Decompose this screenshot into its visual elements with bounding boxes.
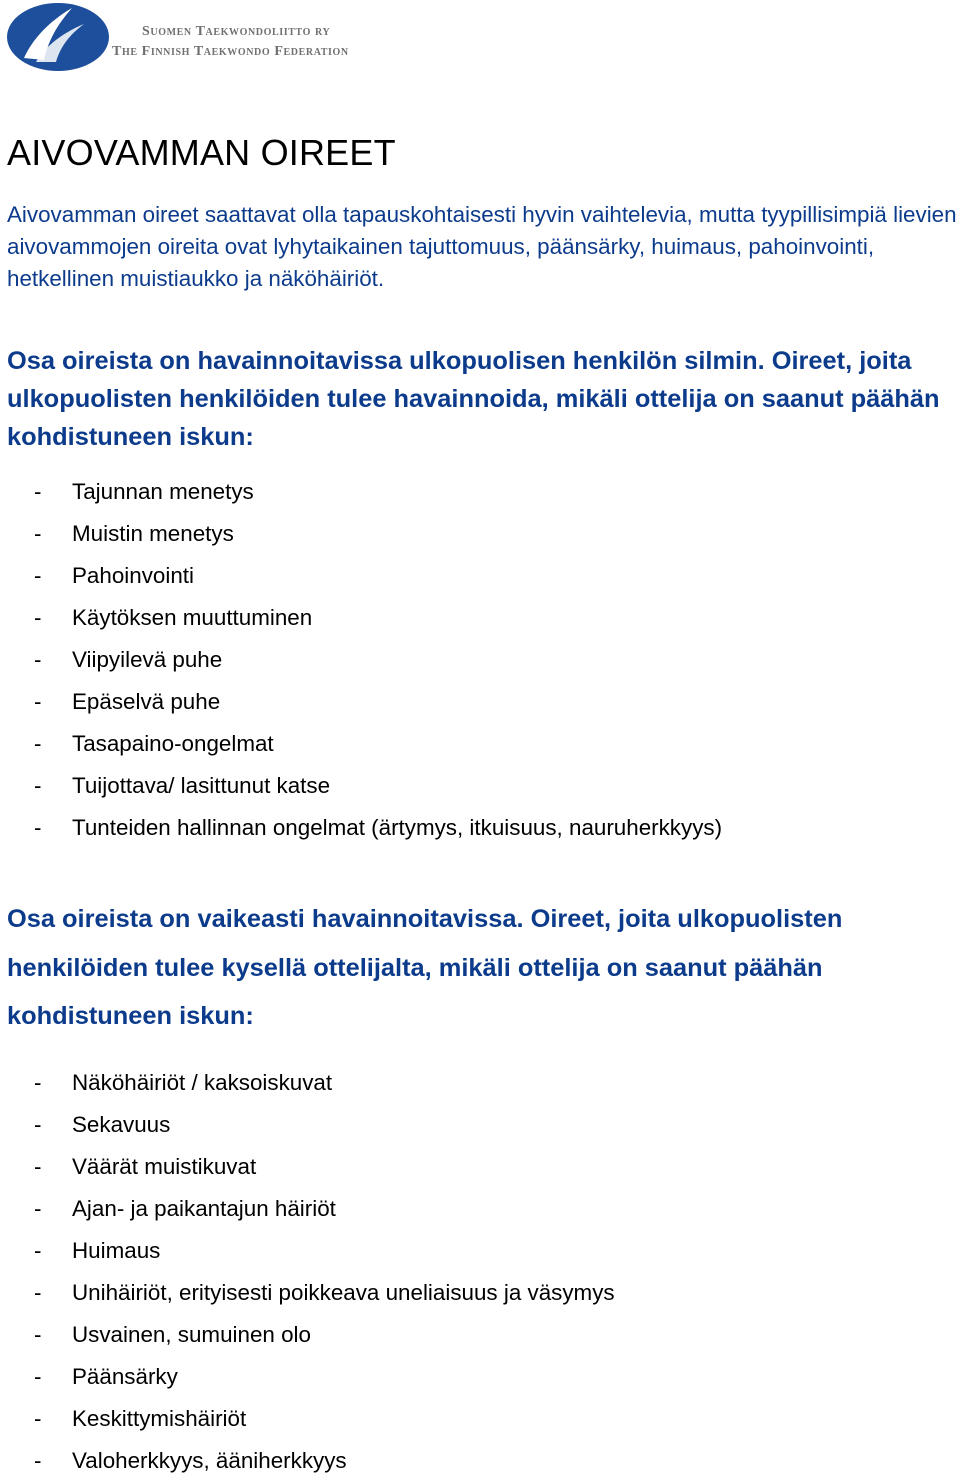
section2-heading: Osa oireista on vaikeasti havainnoitavissa. Oireet, joita ulkopuolisten henkilöiden tulee kysellä ottelijalta, mikäli ottelija on saanut päähän kohdistuneen iskun: (7, 905, 843, 1030)
list-item-text: Muistin menetys (72, 521, 234, 546)
document-title: AIVOVAMMAN OIREET (7, 132, 396, 173)
list-bullet: - (34, 1448, 42, 1473)
list-bullet: - (34, 773, 42, 798)
list-item-text: Näköhäiriöt / kaksoiskuvat (72, 1070, 333, 1095)
list-item-text: Väärät muistikuvat (72, 1154, 257, 1179)
swoosh-logo-icon (6, 2, 110, 72)
list-item-text: Ajan- ja paikantajun häiriöt (72, 1196, 336, 1221)
list-item-text: Päänsärky (72, 1364, 178, 1389)
list-bullet: - (34, 1154, 42, 1179)
list-item-text: Tasapaino-ongelmat (72, 731, 274, 756)
list-item-text: Valoherkkyys, ääniherkkyys (72, 1448, 347, 1473)
list-bullet: - (34, 1280, 42, 1305)
federation-name-fi: Suomen Taekwondoliitto ry (142, 24, 331, 39)
list-bullet: - (34, 1364, 42, 1389)
federation-name-en: The Finnish Taekwondo Federation (112, 44, 349, 59)
list-bullet: - (34, 1070, 42, 1095)
list-item-text: Keskittymishäiriöt (72, 1406, 247, 1431)
intro-paragraph: Aivovamman oireet saattavat olla tapauskohtaisesti hyvin vaihtelevia, mutta tyypillisimpiä lievien aivovammojen oireita ovat lyhytaikainen tajuttomuus, päänsärky, huimaus, pahoinvointi, hetkellinen muistiaukko ja näköhäiriöt. (7, 202, 957, 291)
list-item-text: Käytöksen muuttuminen (72, 605, 313, 630)
list-item-text: Tunteiden hallinnan ongelmat (ärtymys, itkuisuus, nauruherkkyys) (72, 815, 723, 840)
list-bullet: - (34, 605, 42, 630)
list-item-text: Pahoinvointi (72, 563, 194, 588)
list-item-text: Epäselvä puhe (72, 689, 221, 714)
list-bullet: - (34, 1322, 42, 1347)
list-bullet: - (34, 1406, 42, 1431)
list-bullet: - (34, 479, 42, 504)
section1-heading: Osa oireista on havainnoitavissa ulkopuolisen henkilön silmin. Oireet, joita ulkopuolisten henkilöiden tulee havainnoida, mikäli ottelija on saanut päähän kohdistuneen iskun: (7, 347, 940, 451)
list-bullet: - (34, 815, 42, 840)
list-bullet: - (34, 647, 42, 672)
list-item-text: Huimaus (72, 1238, 161, 1263)
page-header (6, 2, 386, 74)
list-bullet: - (34, 1196, 42, 1221)
list-item-text: Sekavuus (72, 1112, 171, 1137)
list-bullet: - (34, 1112, 42, 1137)
list-bullet: - (34, 1238, 42, 1263)
list-bullet: - (34, 563, 42, 588)
list-item-text: Unihäiriöt, erityisesti poikkeava uneliaisuus ja väsymys (72, 1280, 615, 1305)
list-item-text: Tuijottava/ lasittunut katse (72, 773, 331, 798)
list-item-text: Viipyilevä puhe (72, 647, 223, 672)
list-item-text: Usvainen, sumuinen olo (72, 1322, 311, 1347)
list-bullet: - (34, 731, 42, 756)
list-bullet: - (34, 689, 42, 714)
list-bullet: - (34, 521, 42, 546)
list-item-text: Tajunnan menetys (72, 479, 254, 504)
